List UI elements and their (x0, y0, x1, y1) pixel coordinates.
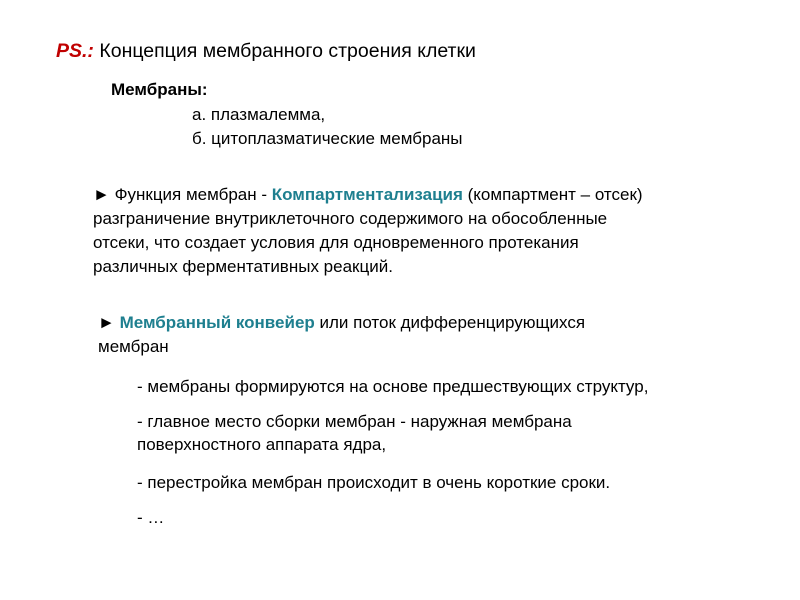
function-rest: (компартмент – отсек) (462, 185, 643, 204)
conveyor-rest: или поток дифференцирующихся (314, 313, 586, 332)
membranes-item-a: а. плазмалемма, (192, 105, 326, 124)
function-keyword: Компартментализация (271, 185, 463, 204)
list-item-line: - мембраны формируются на основе предшествующих структур, (137, 377, 649, 396)
conveyor-paragraph (98, 311, 585, 359)
function-line-1 (93, 183, 643, 207)
list-item (137, 471, 610, 494)
list-item-line: - главное место сборки мембран - наружная мембрана (137, 412, 572, 431)
function-line-2: разграничение внутриклеточного содержимого на обособленные (93, 209, 608, 228)
function-lead: Функция мембран - (114, 185, 272, 204)
conveyor-line-1 (98, 311, 585, 335)
list-item-line: поверхностного аппарата ядра, (137, 435, 387, 454)
list-item-line: - перестройка мембран происходит в очень короткие сроки. (137, 473, 611, 492)
title-prefix: PS.: (56, 40, 94, 62)
membranes-heading: Мембраны: (111, 80, 208, 99)
list-item (137, 506, 164, 529)
bullet-marker: ► (93, 185, 110, 204)
function-line-4: различных ферментативных реакций. (93, 257, 393, 276)
function-paragraph (93, 183, 643, 279)
list-item (137, 410, 572, 456)
list-item (137, 375, 648, 398)
conveyor-line-2: мембран (98, 337, 169, 356)
conveyor-keyword: Мембранный конвейер (119, 313, 315, 332)
slide-title (56, 40, 476, 63)
list-item-line: - … (137, 508, 165, 527)
membranes-item-b: б. цитоплазматические мембраны (192, 129, 463, 148)
function-line-3: отсеки, что создает условия для одновременного протекания (93, 233, 579, 252)
bullet-marker: ► (98, 313, 115, 332)
title-text: Концепция мембранного строения клетки (99, 40, 476, 62)
